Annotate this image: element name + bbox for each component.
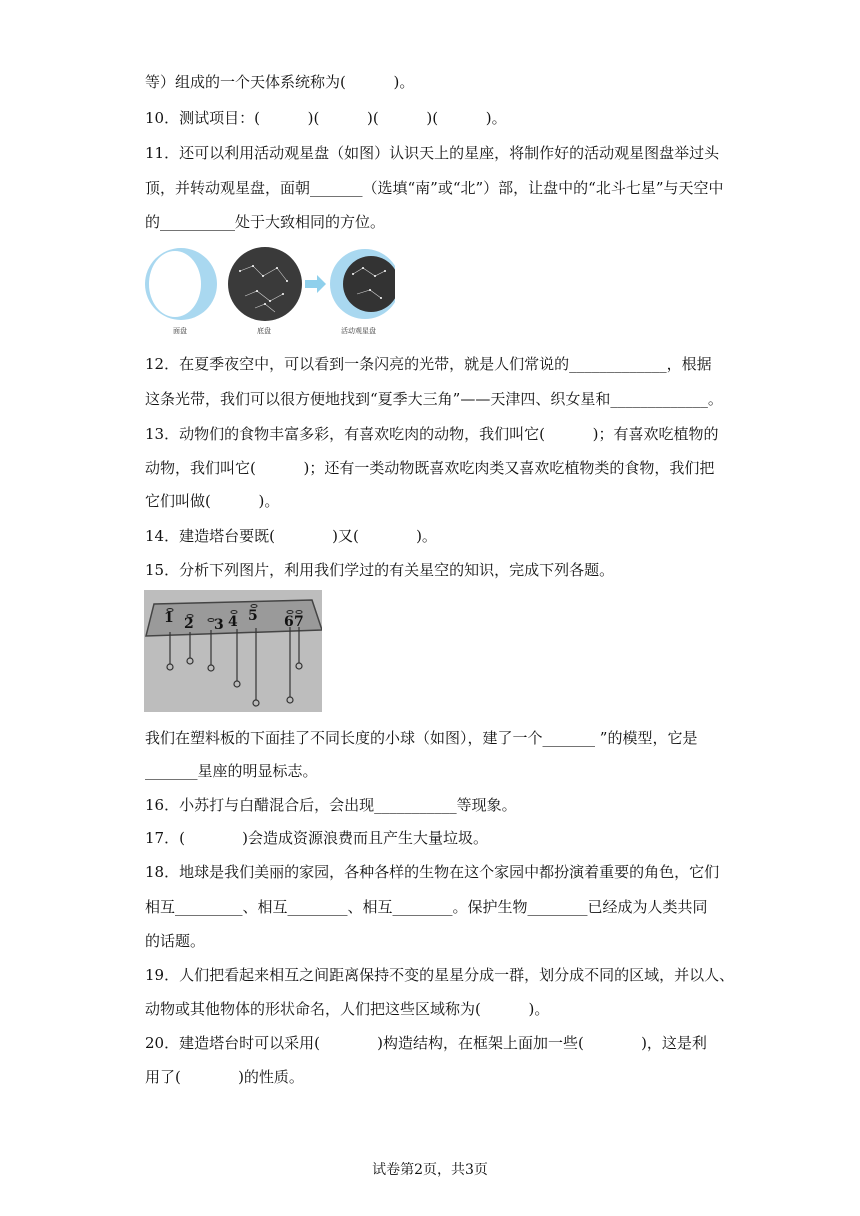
line-22: 用了( )的性质。 (145, 1068, 304, 1086)
page-footer: 试卷第2页，共3页 (372, 1162, 488, 1178)
line-15: 17．( )会造成资源浪费而且产生大量垃圾。 (145, 829, 489, 847)
line-19: 19．人们把看起来相互之间距离保持不变的星星分成一群，划分成不同的区域，并以人、 (145, 966, 735, 984)
line-14: 16．小苏打与白醋混合后，会出现___________等现象。 (145, 796, 517, 814)
line-10: 14．建造塔台要既( )又( )。 (145, 527, 437, 545)
planisphere-label: 活动观星盘 (341, 327, 376, 335)
line-16: 18．地球是我们美丽的家园，各种各样的生物在这个家园中都扮演着重要的角色，它们 (145, 863, 720, 881)
ball-number-6: 6 (284, 614, 294, 630)
ball-number-7: 7 (294, 614, 304, 630)
ball-number-4: 4 (228, 614, 238, 630)
base-disk (228, 247, 302, 321)
line-12: 我们在塑料板的下面挂了不同长度的小球（如图），建了一个_______ ”的模型，它是 (145, 729, 698, 747)
star-disk-diagram (145, 246, 395, 324)
line-6: 这条光带，我们可以很方便地找到“夏季大三角”——天津四、织女星和_____________。 (145, 390, 723, 408)
star-disk-figure (145, 246, 395, 338)
line-5: 12．在夏季夜空中，可以看到一条闪亮的光带，就是人们常说的_____________，根据 (145, 355, 712, 373)
line-4: 的__________处于大致相同的方位。 (145, 213, 386, 231)
line-2: 11．还可以利用活动观星盘（如图）认识天上的星座，将制作好的活动观星图盘举过头 (145, 144, 720, 162)
face-disk-label: 面盘 (173, 327, 187, 335)
arrow-icon (305, 275, 326, 293)
line-17: 相互_________、相互________、相互________。保护生物________已经成为人类共同 (145, 898, 708, 916)
line-20: 动物或其他物体的形状命名，人们把这些区域称为( )。 (145, 1000, 550, 1018)
line-7: 13．动物们的食物丰富多彩，有喜欢吃肉的动物，我们叫它( )；有喜欢吃植物的 (145, 425, 719, 443)
line-13: _______星座的明显标志。 (145, 762, 318, 780)
ball-number-2: 2 (184, 616, 194, 632)
hanging-balls-diagram (144, 590, 322, 712)
line-11: 15．分析下列图片，利用我们学过的有关星空的知识，完成下列各题。 (145, 561, 615, 579)
hanging-balls-figure (144, 590, 322, 712)
line-9: 它们叫做( )。 (145, 492, 280, 510)
line-1: 10．测试项目：( )( )( )( )。 (145, 109, 507, 127)
ball-number-5: 5 (248, 608, 258, 624)
line-3: 顶，并转动观星盘，面朝_______（选填“南”或“北”）部，让盘中的“北斗七星”与天空中 (145, 179, 724, 197)
base-disk-label: 底盘 (257, 327, 271, 335)
line-21: 20．建造塔台时可以采用( )构造结构，在框架上面加一些( )，这是利 (145, 1034, 707, 1052)
line-0: 等）组成的一个天体系统称为( )。 (145, 73, 415, 91)
line-18: 的话题。 (145, 932, 206, 950)
line-8: 动物，我们叫它( )；还有一类动物既喜欢吃肉类又喜欢吃植物类的食物，我们把 (145, 459, 715, 477)
ball-number-3: 3 (214, 617, 224, 633)
ball-number-1: 1 (164, 610, 174, 626)
